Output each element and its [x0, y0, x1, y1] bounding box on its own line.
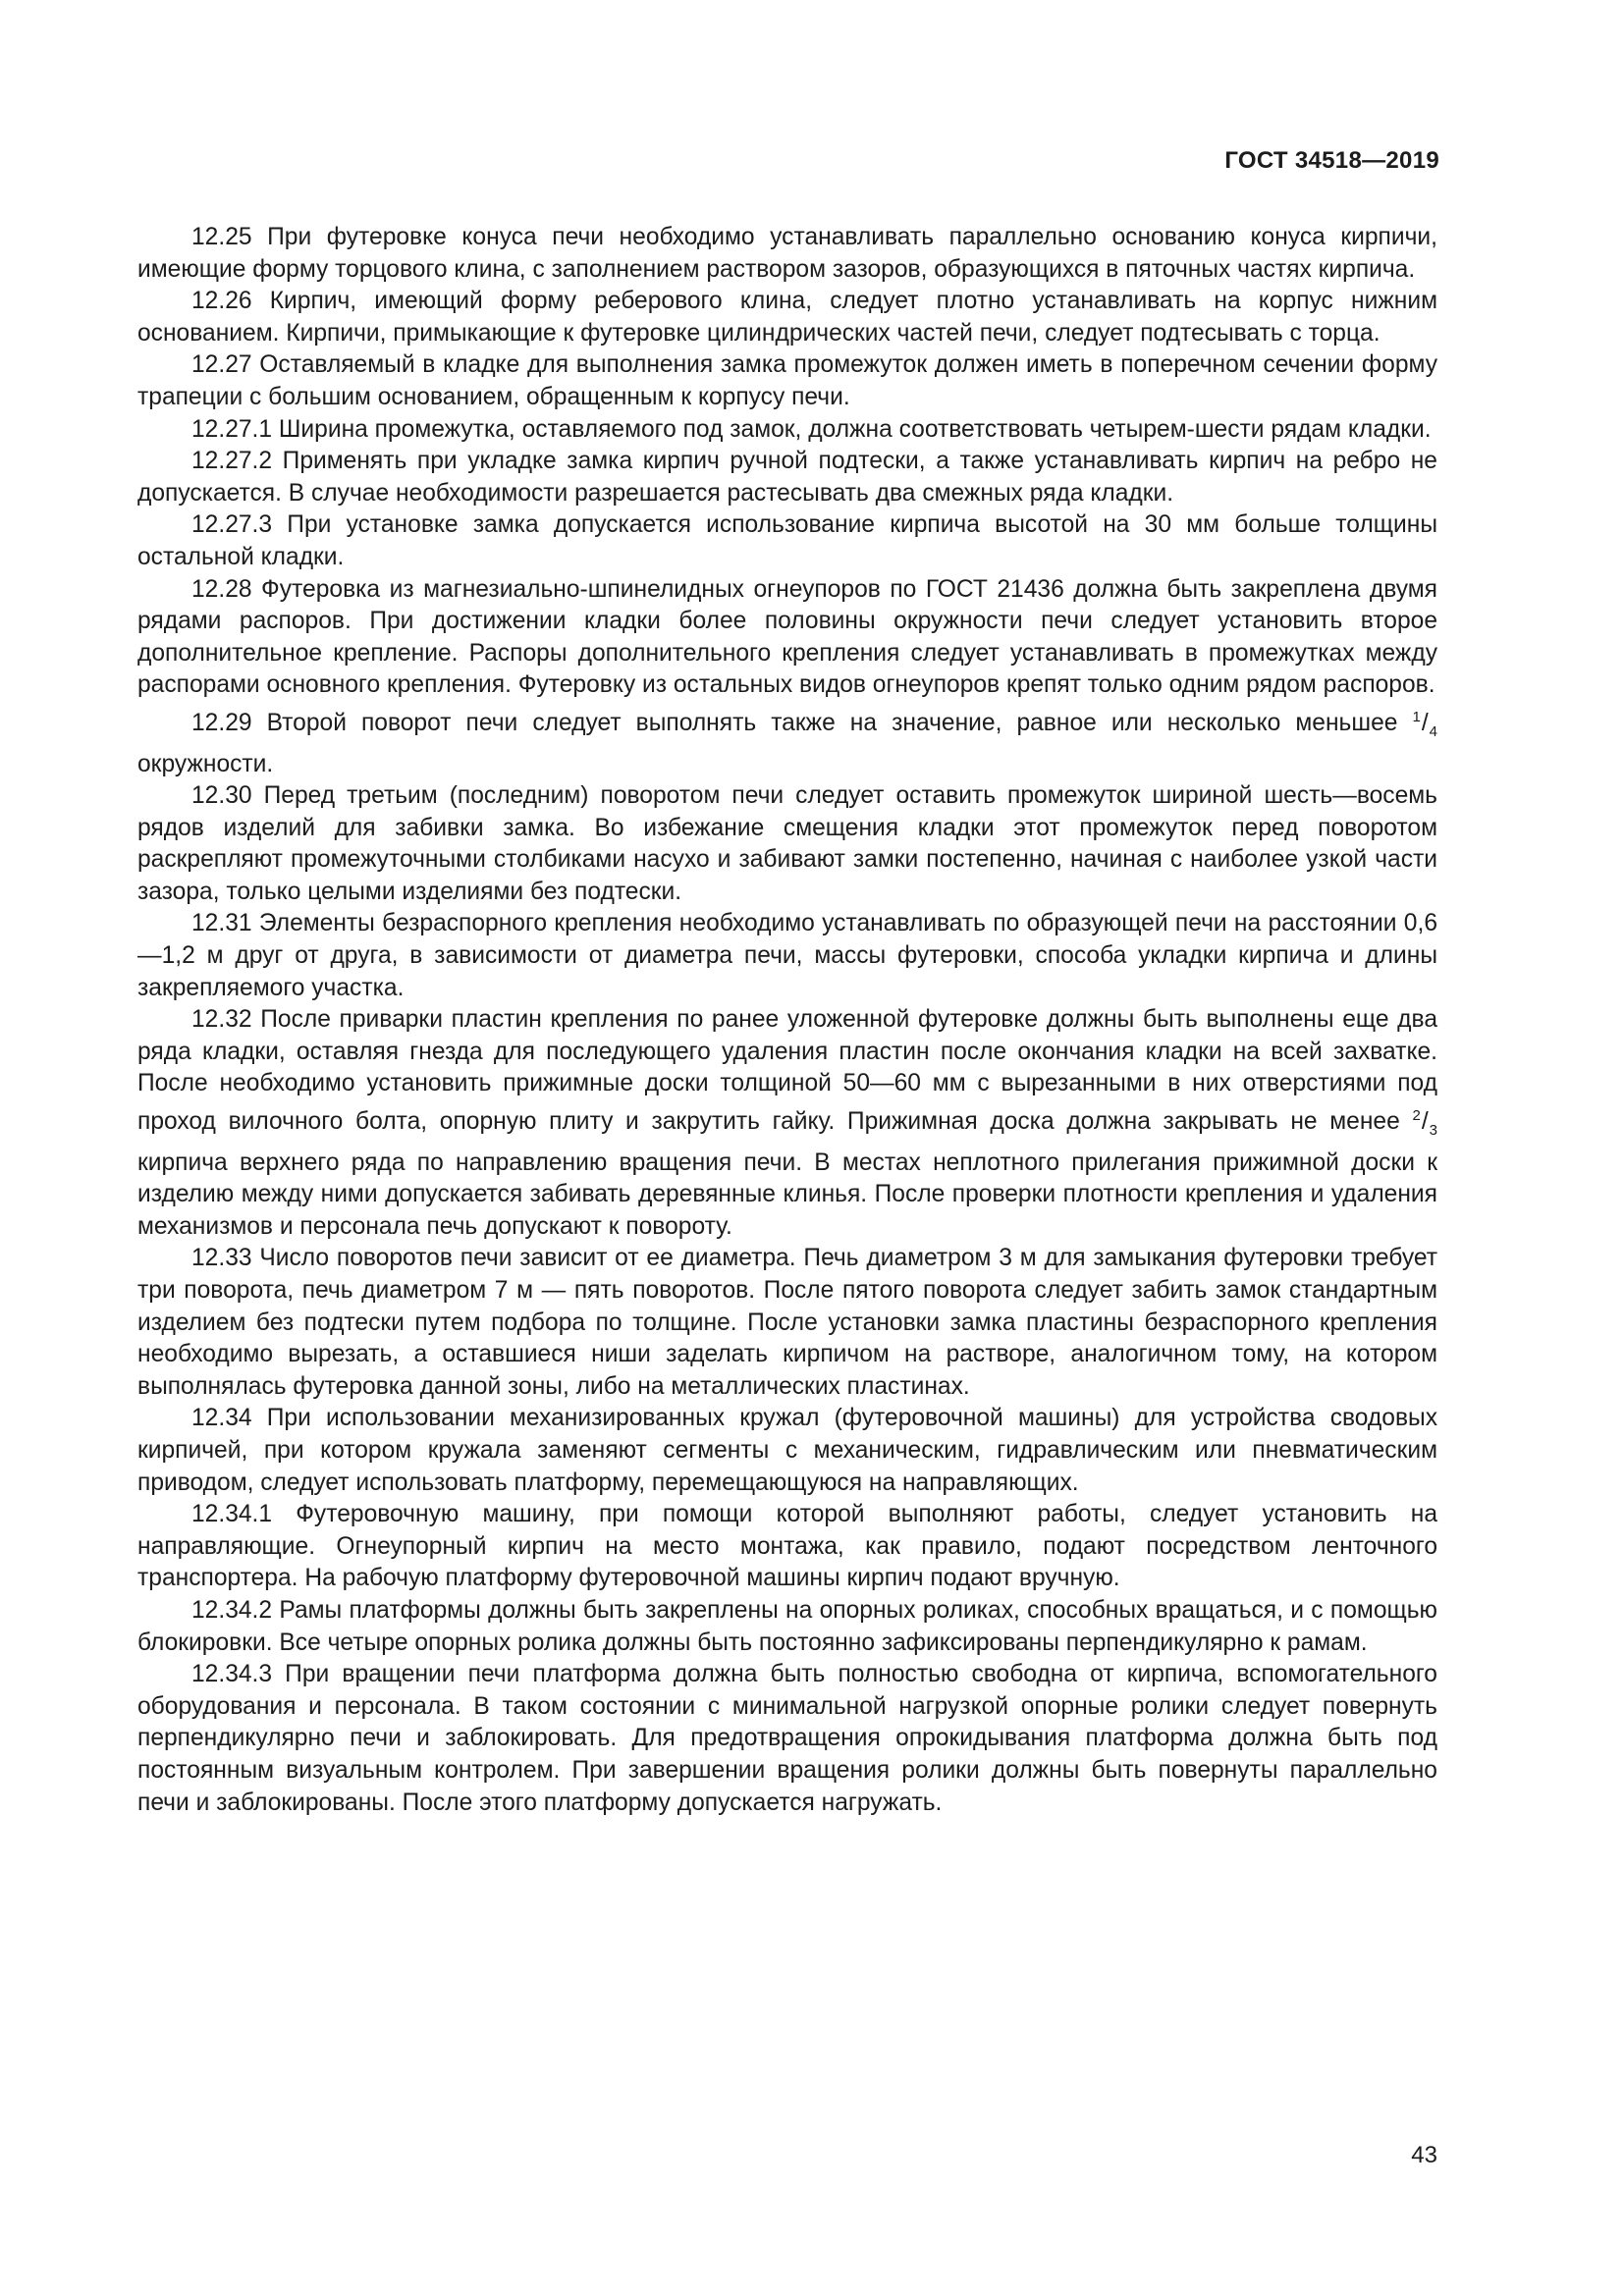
- fraction: $^2/_3$: [1412, 1107, 1437, 1140]
- paragraph-12-27-2: 12.27.2 Применять при укладке замка кирпич ручной подтески, а также устанавливать кирпич на ребро не допускается. В случае необходимости разрешается растесывать два смежных ряда кладки.: [137, 448, 1437, 507]
- paragraph-12-25: 12.25 При футеровке конуса печи необходимо устанавливать параллельно основанию конуса кирпичи, имеющие форму торцового клина, с заполнением раствором зазоров, образующихся в пяточных частях кирпича.: [137, 224, 1437, 283]
- paragraph-12-34-2: 12.34.2 Рамы платформы должны быть закреплены на опорных роликах, способных вращаться, и с помощью блокировки. Все четыре опорных ролика должны быть постоянно зафиксированы перпендикулярно к рамам.: [137, 1596, 1437, 1656]
- paragraph-text: кирпича верхнего ряда по направлению вращения печи. В местах неплотного прилегания прижимной доски к изделию между ними допускается забивать деревянные клинья. После проверки плотности крепления и удаления механизмов и персонала печь допускают к повороту.: [137, 1148, 1437, 1240]
- paragraph-12-27-3: 12.27.3 При установке замка допускается использование кирпича высотой на 30 мм больше толщины остальной кладки.: [137, 511, 1437, 570]
- document-body: [137, 222, 1437, 1819]
- fraction-denominator: 3: [1429, 1122, 1437, 1140]
- paragraph-12-34-1: 12.34.1 Футеровочную машину, при помощи которой выполняют работы, следует установить на направляющие. Огнеупорный кирпич на место монтажа, как правило, подают посредством ленточного транспортера. На рабочую платформу футеровочной машины кирпич подают вручную.: [137, 1501, 1437, 1592]
- paragraph-12-32: [137, 1004, 1437, 1243]
- paragraph-12-27: 12.27 Оставляемый в кладке для выполнения замка промежуток должен иметь в поперечном сечении форму трапеции с большим основанием, обращенным к корпусу печи.: [137, 351, 1437, 410]
- fraction-numerator: 1: [1412, 708, 1421, 725]
- paragraph-12-30: 12.30 Перед третьим (последним) поворотом печи следует оставить промежуток шириной шесть—восемь рядов изделий для забивки замка. Во избежание смещения кладки этот промежуток перед поворотом раскрепляют промежуточными столбиками насухо и забивают замки постепенно, начиная с наиболее узкой части зазора, только целыми изделиями без подтески.: [137, 782, 1437, 905]
- paragraph-12-33: 12.33 Число поворотов печи зависит от ее диаметра. Печь диаметром 3 м для замыкания футеровки требует три поворота, печь диаметром 7 м — пять поворотов. После пятого поворота следует забить замок стандартным изделием без подтески путем подбора по толщине. После установки замка пластины безраспорного крепления необходимо вырезать, а оставшиеся ниши заделать кирпичом на растворе, аналогичном тому, на котором выполнялась футеровка данной зоны, либо на металлических пластинах.: [137, 1245, 1437, 1400]
- paragraph-12-26: 12.26 Кирпич, имеющий форму реберового клина, следует плотно устанавливать на корпус нижним основанием. Кирпичи, примыкающие к футеровке цилиндрических частей печи, следует подтесывать с торца.: [137, 288, 1437, 347]
- fraction-numerator: 2: [1412, 1107, 1421, 1125]
- fraction: $^1/_4$: [1412, 708, 1437, 740]
- paragraph-12-34-3: 12.34.3 При вращении печи платформа должна быть полностью свободна от кирпича, вспомогательного оборудования и персонала. В таком состоянии с минимальной нагрузкой опорные ролики следует повернуть перпендикулярно печи и заблокировать. Для предотвращения опрокидывания платформа должна быть под постоянным визуальным контролем. При завершении вращения ролики должны быть повернуты параллельно печи и заблокированы. После этого платформу допускается нагружать.: [137, 1661, 1437, 1816]
- paragraph-12-27-1: 12.27.1 Ширина промежутка, оставляемого под замок, должна соответствовать четырем-шести рядам кладки.: [191, 415, 1432, 443]
- paragraph-12-31: 12.31 Элементы безраспорного крепления необходимо устанавливать по образующей печи на расстоянии 0,6—1,2 м друг от друга, в зависимости от диаметра печи, массы футеровки, способа укладки кирпича и длины закрепляемого участка.: [137, 910, 1437, 1001]
- paragraph-12-34: 12.34 При использовании механизированных кружал (футеровочной машины) для устройства сводовых кирпичей, при котором кружала заменяют сегменты с механическим, гидравлическим или пневматическим приводом, следует использовать платформу, перемещающуюся на направляющих.: [137, 1405, 1437, 1496]
- paragraph-text: окружности.: [137, 750, 274, 777]
- paragraph-text: 12.32 После приварки пластин крепления по ранее уложенной футеровке должны быть выполнены еще два ряда кладки, оставляя гнезда для последующего удаления пластин после окончания кладки на всей захватке. После необходимо установить прижимные доски толщиной 50—60 мм с вырезанными в них отверстиями под проход вилочного болта, опорную плиту и закрутить гайку. Прижимная доска должна закрывать не менее: [137, 1006, 1437, 1136]
- standard-code-header: ГОСТ 34518—2019: [1224, 147, 1439, 174]
- page-number: 43: [1411, 2142, 1437, 2168]
- paragraph-12-28: 12.28 Футеровка из магнезиально-шпинелидных огнеупоров по ГОСТ 21436 должна быть закреплена двумя рядами распоров. При достижении кладки более половины окружности печи следует установить второе дополнительное крепление. Распоры дополнительного крепления следует устанавливать в промежутках между распорами основного крепления. Футеровку из остальных видов огнеупоров крепят только одним рядом распоров.: [137, 575, 1437, 699]
- paragraph-12-29: [137, 702, 1437, 780]
- paragraph-text: 12.29 Второй поворот печи следует выполнять также на значение, равное или несколько меньшее: [191, 709, 1413, 736]
- fraction-denominator: 4: [1429, 722, 1437, 740]
